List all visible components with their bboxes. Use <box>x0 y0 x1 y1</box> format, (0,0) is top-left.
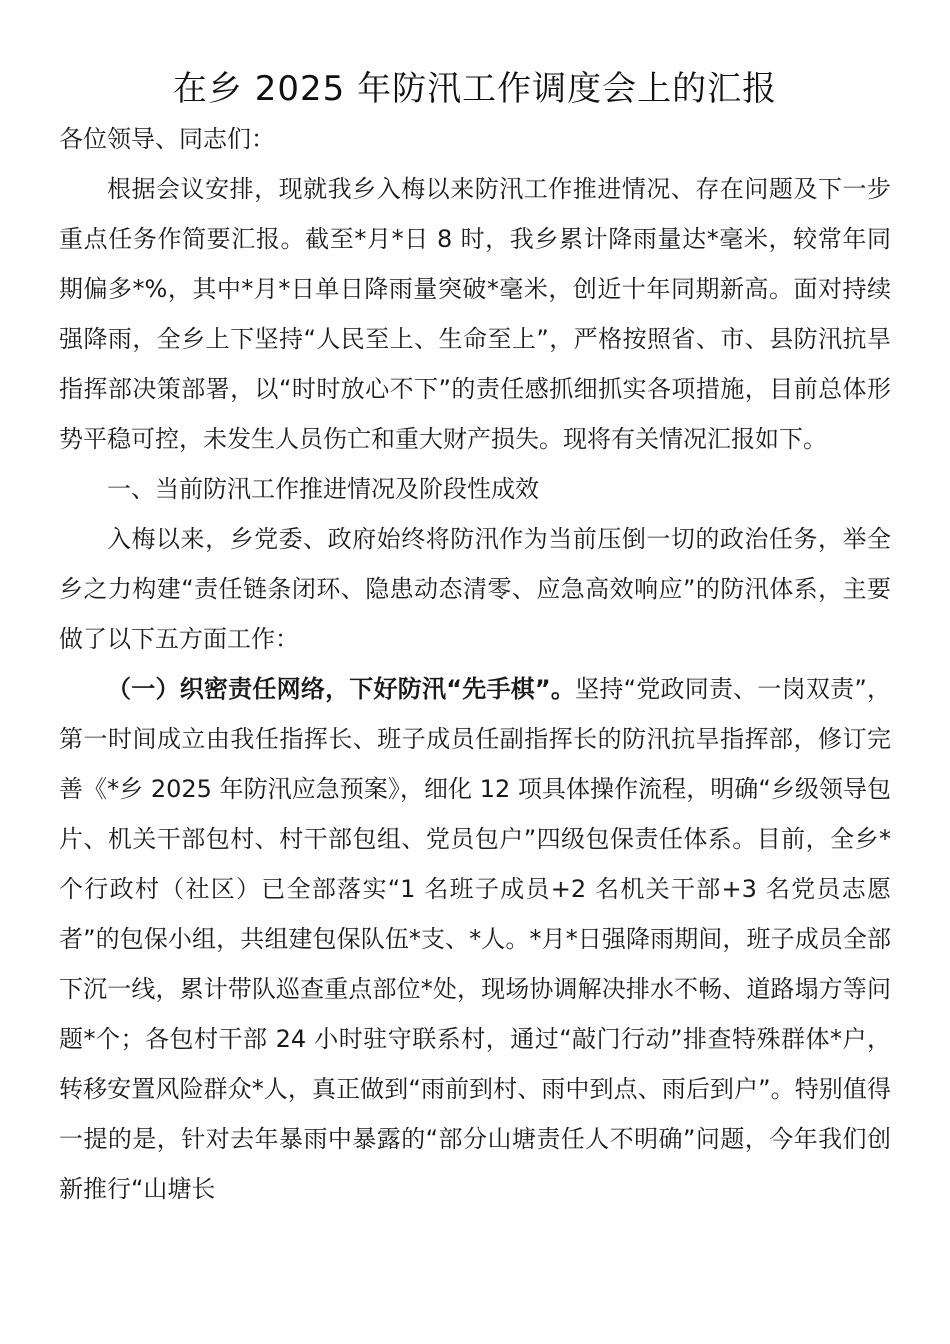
section1-paragraph: 入梅以来，乡党委、政府始终将防汛作为当前压倒一切的政治任务，举全乡之力构建“责任链条闭环、隐患动态清零、应急高效响应”的防汛体系，主要做了以下五方面工作： <box>59 525 891 653</box>
subsection-1-paragraph <box>59 664 891 1214</box>
subsection-1-text: 坚持“党政同责、一岗双责”，第一时间成立由我任指挥长、班子成员任副指挥长的防汛抗旱指挥部，修订完善《*乡 2025 年防汛应急预案》，细化 12 项具体操作流程，明确“乡级领导包片、机关干部包村、村干部包组、党员包户”四级包保责任体系。目前，全乡*个行政村（社区）已全部落实“1 名班子成员+2 名机关干部+3 名党员志愿者”的包保小组，共组建包保队伍*支、*人。*月*日强降雨期间，班子成员全部下沉一线，累计带队巡查重点部位*处，现场协调解决排水不畅、道路塌方等问题*个；各包村干部 24 小时驻守联系村，通过“敲门行动”排查特殊群体*户，转移安置风险群众*人，真正做到“雨前到村、雨中到点、雨后到户”。特别值得一提的是，针对去年暴雨中暴露的“部分山塘责任人不明确”问题，今年我们创新推行“山塘长 <box>59 675 891 1203</box>
document-body <box>59 114 891 1214</box>
document-title: 在乡 2025 年防汛工作调度会上的汇报 <box>172 69 778 109</box>
salutation: 各位领导、同志们： <box>59 125 275 153</box>
subsection-1-lead: （一）织密责任网络，下好防汛“先手棋”。 <box>107 675 576 703</box>
section-heading-1: 一、当前防汛工作推进情况及阶段性成效 <box>107 475 539 503</box>
intro-paragraph: 根据会议安排，现就我乡入梅以来防汛工作推进情况、存在问题及下一步重点任务作简要汇报。截至*月*日 8 时，我乡累计降雨量达*毫米，较常年同期偏多*%，其中*月*日单日降雨量突破*毫米，创近十年同期新高。面对持续强降雨，全乡上下坚持“人民至上、生命至上”，严格按照省、市、县防汛抗旱指挥部决策部署，以“时时放心不下”的责任感抓细抓实各项措施，目前总体形势平稳可控，未发生人员伤亡和重大财产损失。现将有关情况汇报如下。 <box>59 175 891 453</box>
